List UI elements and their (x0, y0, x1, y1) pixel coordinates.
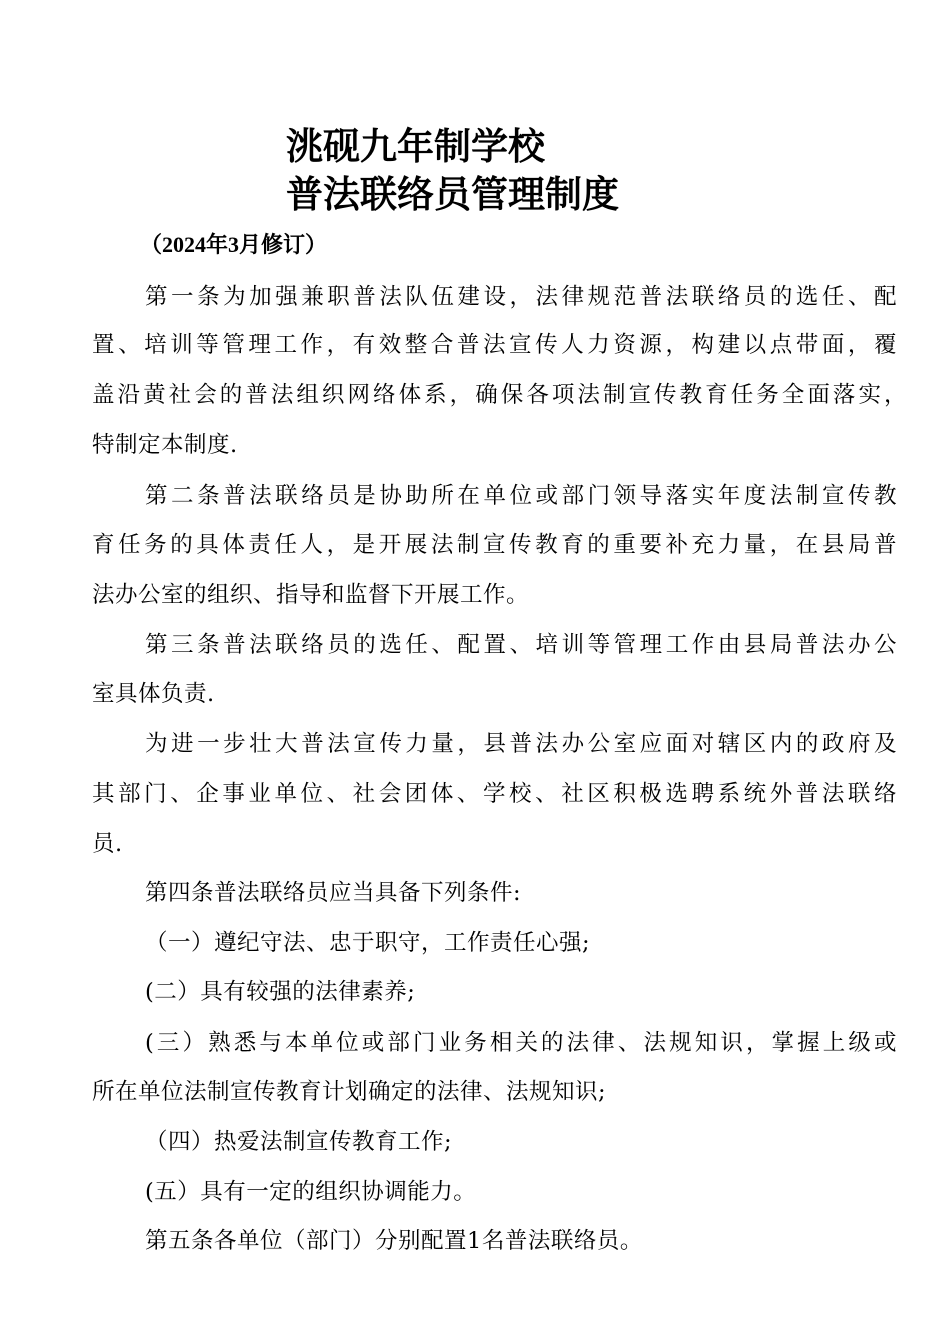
document-title-line-2: 普法联络员管理制度 (286, 173, 619, 216)
article-1-line-1: 第一条为加强兼职普法队伍建设，法律规范普法联络员的选任、配 (145, 284, 897, 310)
article-2-line-2: 育任务的具体责任人，是开展法制宣传教育的重要补充力量，在县局普 (92, 532, 897, 558)
condition-5: (五）具有一定的组织协调能力。 (145, 1179, 477, 1205)
article-5-line-1: 第五条各单位（部门）分别配置1名普法联络员。 (145, 1228, 643, 1254)
article-2-line-1: 第二条普法联络员是协助所在单位或部门领导落实年度法制宣传教 (145, 483, 897, 509)
condition-3-line-2: 所在单位法制宣传教育计划确定的法律、法规知识; (92, 1079, 607, 1105)
condition-3-line-1: (三）熟悉与本单位或部门业务相关的法律、法规知识，掌握上级或 (145, 1030, 897, 1056)
condition-1: （一）遵纪守法、忠于职守，工作责任心强; (145, 930, 591, 956)
condition-2: (二）具有较强的法律素养; (145, 979, 416, 1005)
document-title-line-1: 洮砚九年制学校 (286, 125, 545, 168)
article-1-line-3: 盖沿黄社会的普法组织网络体系，确保各项法制宣传教育任务全面落实， (92, 382, 907, 408)
article-1-line-2: 置、培训等管理工作，有效整合普法宣传人力资源，构建以点带面，覆 (92, 332, 897, 358)
condition-4: （四）热爱法制宣传教育工作; (145, 1129, 453, 1155)
article-4-line-1: 第四条普法联络员应当具备下列条件: (145, 880, 522, 906)
article-3-line-2: 室具体负责. (92, 681, 215, 707)
article-2-line-3: 法办公室的组织、指导和监督下开展工作。 (92, 582, 530, 608)
article-3-line-1: 第三条普法联络员的选任、配置、培训等管理工作由县局普法办公 (145, 632, 897, 658)
revision-date: （2024年3月修订） (140, 232, 328, 257)
paragraph-recruitment-line-2: 其部门、企事业单位、社会团体、学校、社区积极选聘系统外普法联络 (92, 781, 897, 807)
paragraph-recruitment-line-1: 为进一步壮大普法宣传力量，县普法办公室应面对辖区内的政府及 (145, 731, 897, 757)
paragraph-recruitment-line-3: 员. (92, 831, 123, 857)
article-1-line-4: 特制定本制度. (92, 432, 238, 458)
